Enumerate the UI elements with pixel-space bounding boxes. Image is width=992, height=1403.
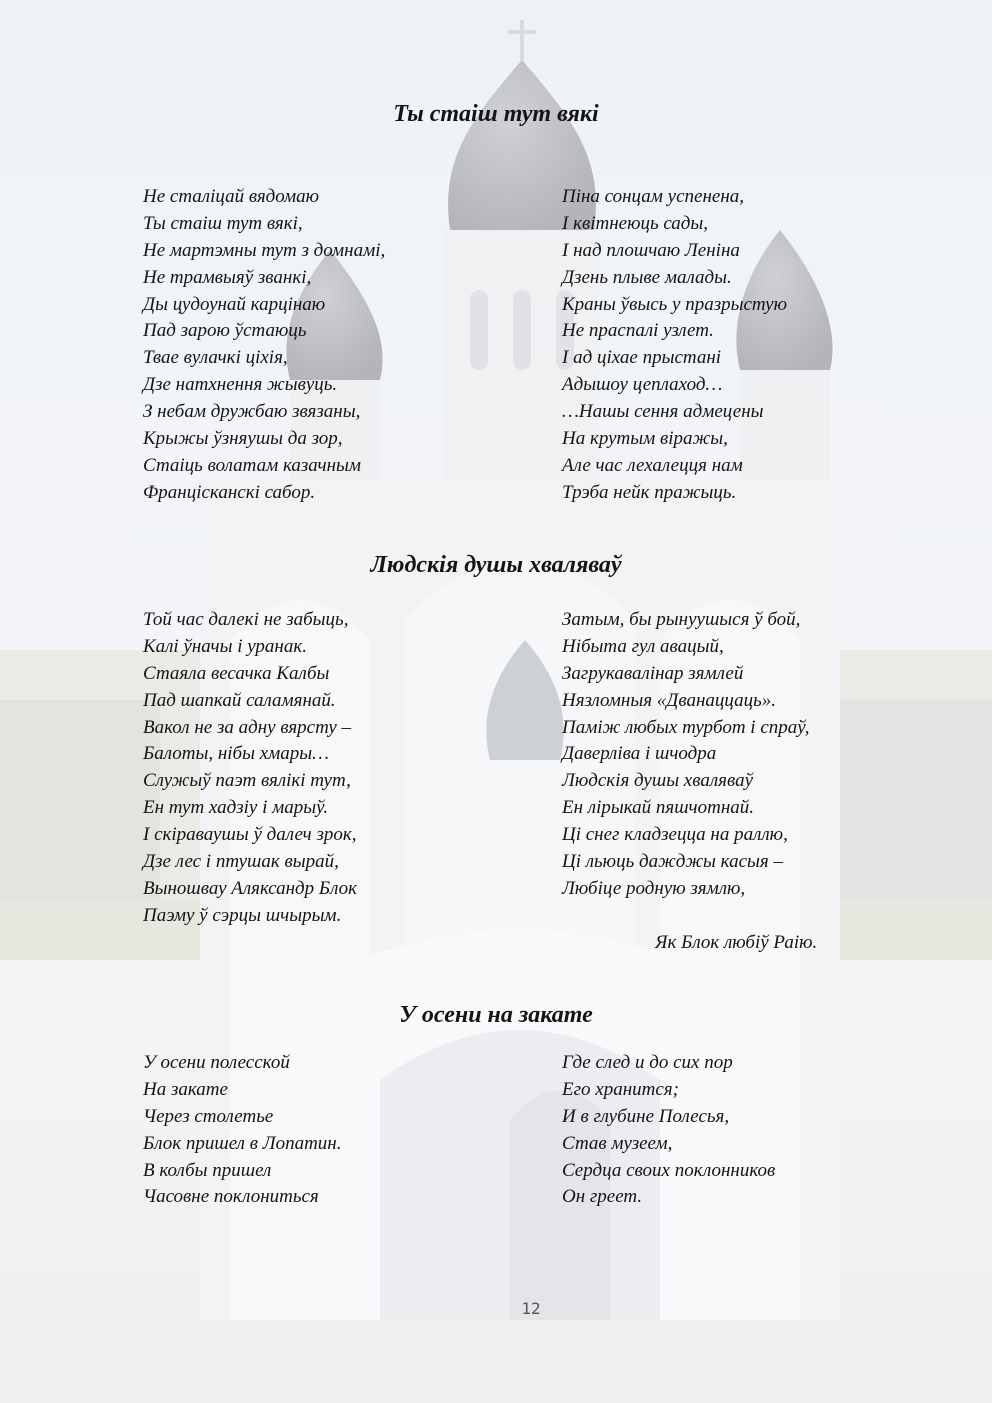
verse-line: В колбы пришел	[143, 1159, 272, 1181]
verse-line: Ці снег кладзецца на раллю,	[562, 824, 788, 846]
verse-line: Той час далекі не забыць,	[143, 609, 349, 630]
verse-line: Служыў паэт вялікі тут,	[143, 770, 351, 792]
verse-line: Паміж любых турбот і спраў,	[562, 716, 810, 738]
verse-line: І ад ціхае прыстані	[562, 347, 722, 369]
stanza-left	[143, 184, 385, 507]
verse-line: Ды цудоунай карцінаю	[143, 293, 326, 315]
verse-line: …Нашы сення адмецены	[562, 401, 764, 423]
verse-line: Загрукавалінар зямлей	[562, 662, 744, 684]
verse-line: Балоты, нібы хмары…	[143, 743, 330, 765]
verse-line: Пад шапкай саламянай.	[143, 689, 336, 711]
verse-line: Ен тут хадзіу і марыў.	[143, 797, 329, 819]
verse-line: Не сталіцай вядомаю	[143, 186, 320, 207]
verse-line: Вакол не за адну вярсту –	[143, 716, 352, 738]
verse-line: Выношвау Аляксандр Блок	[143, 877, 358, 899]
verse-line: Пад зарою ўстаюць	[143, 320, 307, 342]
verse-line: Он греет.	[562, 1186, 643, 1208]
verse-line: Людскія душы хваляваў	[562, 770, 754, 792]
verse-line: Стаяла весачка Калбы	[143, 662, 330, 684]
verse-line: Любіце родную зямлю,	[562, 877, 746, 899]
verse-line: У осени полесской	[143, 1052, 290, 1073]
verse-line: Францісканскі сабор.	[143, 481, 316, 503]
stanza-right	[562, 607, 810, 903]
verse-line: Не мартэмны тут з домнамі,	[143, 239, 386, 261]
verse-line: Став музеем,	[562, 1132, 673, 1154]
verse-line: З небам дружбаю звязаны,	[143, 401, 361, 423]
poem-title: У осени на закате	[399, 1002, 593, 1028]
verse-line: І над плошчаю Леніна	[562, 239, 740, 261]
verse-line: Блок пришел в Лопатин.	[143, 1132, 342, 1154]
closing-line: Як Блок любіў Раію.	[655, 932, 818, 953]
verse-line: Твае вулачкі ціхія,	[143, 347, 288, 369]
verse-line: Не трамвыяў званкі,	[143, 266, 312, 288]
verse-line: Ты стаіш тут вякі,	[143, 212, 303, 234]
verse-line: Где след и до сих пор	[562, 1052, 733, 1073]
stanza-left	[143, 1050, 341, 1211]
verse-line: И в глубине Полесья,	[562, 1105, 730, 1127]
verse-line: На закате	[143, 1078, 228, 1100]
verse-line: Даверліва і шчодра	[562, 743, 717, 765]
poem-title: Ты стаіш тут вякі	[393, 101, 599, 127]
verse-line: Крыжы ўзняушы да зор,	[143, 428, 343, 450]
verse-line: Але час лехалецця нам	[562, 454, 743, 476]
poem-title: Людскія душы хваляваў	[370, 552, 622, 578]
verse-line: Нібыта гул авацый,	[562, 635, 724, 657]
verse-line: І скіраваушы ў далеч зрок,	[143, 824, 357, 846]
verse-line: Его хранится;	[562, 1078, 679, 1100]
verse-line: Піна сонцам успенена,	[562, 186, 745, 207]
verse-line: Через столетье	[143, 1105, 274, 1127]
page-number: 12	[521, 1299, 541, 1318]
verse-line: Не праспалі узлет.	[562, 320, 714, 342]
verse-line: Стаіць волатам казачным	[143, 454, 361, 476]
verse-line: Дзень плыве малады.	[562, 266, 732, 288]
verse-line: І квітнеюць сады,	[562, 212, 709, 234]
verse-line: Дзе лес і птушак вырай,	[143, 851, 339, 873]
stanza-right	[562, 184, 787, 507]
verse-line: Трэба нейк пражыць.	[562, 481, 737, 503]
verse-line: Сердца своих поклонников	[562, 1159, 776, 1181]
verse-line: Нязломныя «Дванаццаць».	[562, 689, 777, 711]
verse-line: Дзе натхнення жывуць.	[143, 374, 338, 396]
verse-line: На крутым віражы,	[562, 428, 728, 450]
verse-line: Паэму ў сэрцы шчырым.	[143, 904, 342, 926]
verse-line: Часовне поклониться	[143, 1186, 319, 1208]
verse-line: Калі ўначы і уранак.	[143, 635, 307, 657]
verse-line: Ен лірыкай пяшчотнай.	[562, 797, 755, 819]
verse-line: Краны ўвысь у празрыстую	[562, 293, 788, 315]
verse-line: Адышоу цеплаход…	[562, 374, 723, 396]
verse-line: Затым, бы рынуушыся ў бой,	[562, 609, 801, 630]
stanza-right	[562, 1050, 775, 1211]
stanza-left	[143, 607, 357, 930]
verse-line: Ці льюць дажджы касыя –	[562, 851, 783, 873]
